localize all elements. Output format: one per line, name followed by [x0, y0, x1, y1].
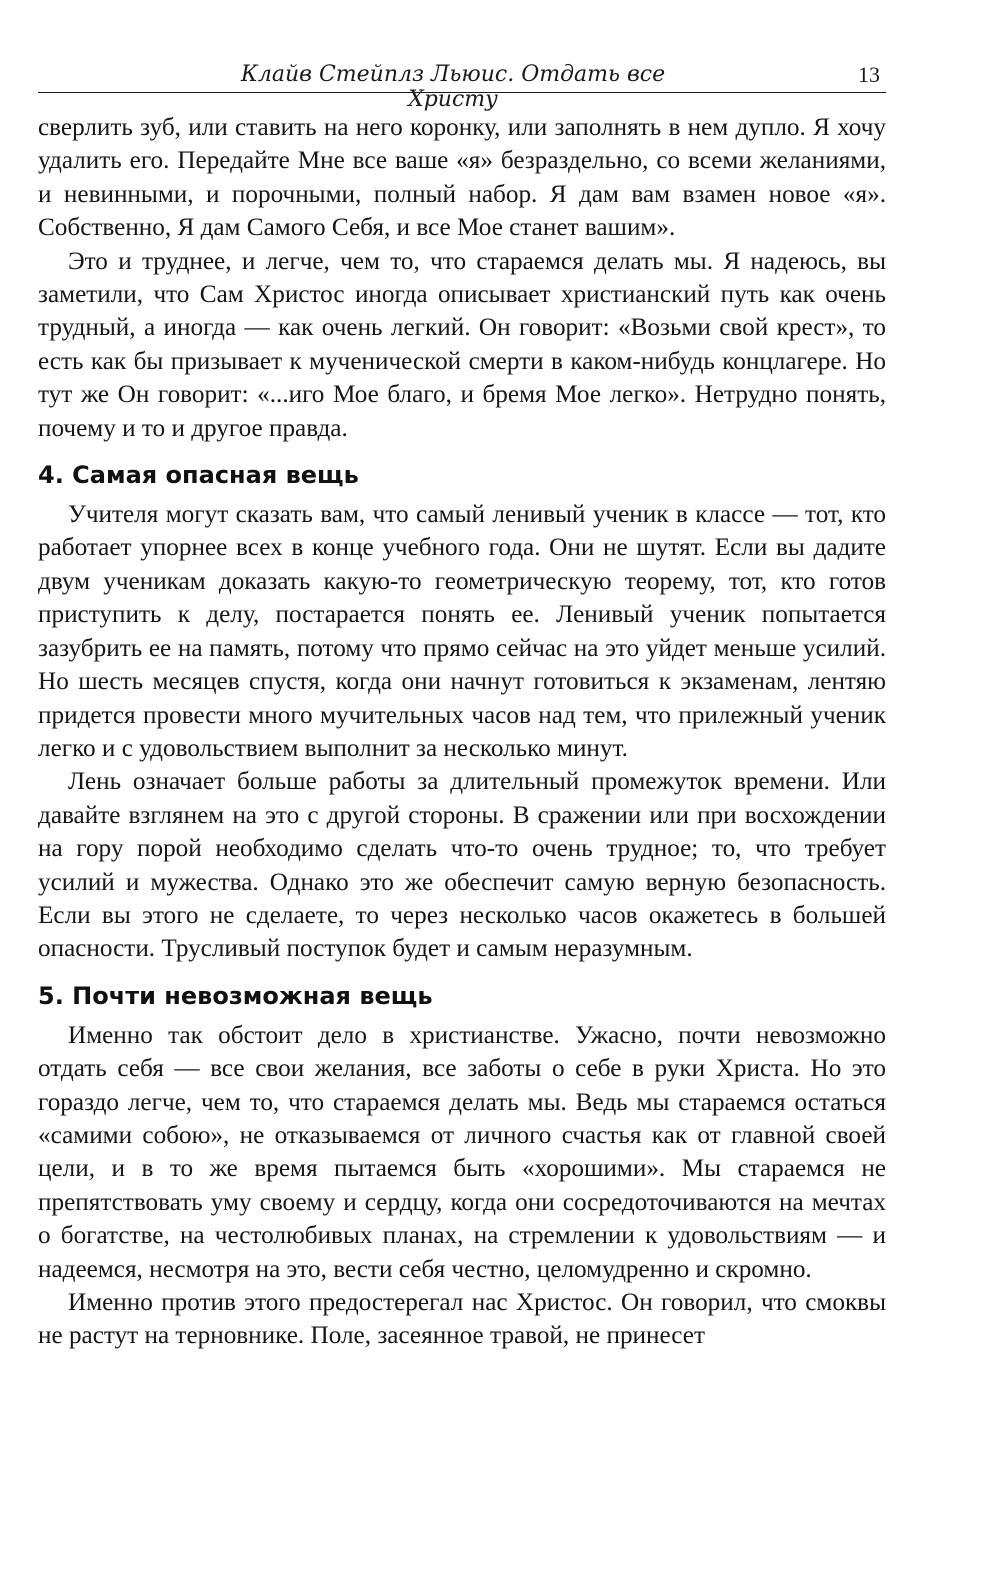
paragraph: Это и труднее, и легче, чем то, что стараемся делать мы. Я надеюсь, вы заметили, что Сам Христос иногда описывает христианский путь как очень трудный, а иногда — как очень легкий. Он говорит: «Возьми свой крест», то есть как бы призывает к мученической смерти в каком-нибудь концлагере. Но тут же Он говорит: «...иго Мое благо, и бремя Мое легко». Нетрудно понять, почему и то и другое правда. — [38, 247, 886, 442]
running-header — [38, 58, 886, 112]
paragraph: Лень означает больше работы за длительный промежуток времени. Или давайте взглянем на это с другой стороны. В сражении или при восхождении на гору порой необходимо сделать что-то очень трудное; то, что требует усилий и мужества. Однако это же обеспечит самую верную безопасность. Если вы этого не сделаете, то через несколько часов окажетесь в большей опасности. Трусливый поступок будет и самым неразумным. — [38, 768, 886, 963]
body-text — [38, 111, 886, 1353]
section-heading-4: 4. Самая опасная вещь — [38, 461, 359, 490]
paragraph-continuation: сверлить зуб, или ставить на него коронку, или заполнять в нем дупло. Я хочу удалить его. Передайте Мне все ваше «я» безраздельно, со всеми желаниями, и невинными, и порочными, полный набор. Я дам вам взамен новое «я». Собственно, Я дам Самого Себя, и все Мое станет вашим». — [38, 114, 886, 242]
paragraph: Именно так обстоит дело в христианстве. Ужасно, почти невозможно отдать себя — все свои желания, все заботы о себе в руки Христа. Но это гораздо легче, чем то, что стараемся делать мы. Ведь мы стараемся остаться «самими собою», не отказываемся от личного счастья как от главной своей цели, и в то же время пытаемся быть «хорошими». Мы стараемся не препятствовать уму своему и сердцу, когда они сосредоточиваются на мечтах о богатстве, на честолюбивых планах, на стремлении к удовольствиям — и надеемся, несмотря на это, вести себя честно, целомудренно и скромно. — [38, 1021, 886, 1283]
paragraph: Учителя могут сказать вам, что самый ленивый ученик в классе — тот, кто работает упорнее всех в конце учебного года. Они не шутят. Если вы дадите двум ученикам доказать какую-то геометрическую теорему, тот, кто готов приступить к делу, постарается понять ее. Ленивый ученик попытается зазубрить ее на память, потому что прямо сейчас на это уйдет меньше усилий. Но шесть месяцев спустя, когда они начнут готовиться к экзаменам, лентяю придется провести много мучительных часов над тем, что прилежный ученик легко и с удовольствием выполнит за несколько минут. — [38, 501, 886, 762]
paragraph: Именно против этого предостерегал нас Христос. Он говорил, что смоквы не растут на терновнике. Поле, засеянное травой, не принесет — [38, 1289, 886, 1350]
page-number: 13 — [858, 62, 880, 87]
running-title: Клайв Стейплз Льюис. Отдать все Христу — [240, 62, 666, 112]
book-page — [38, 58, 886, 1353]
section-heading-5: 5. Почти невозможная вещь — [38, 981, 433, 1010]
